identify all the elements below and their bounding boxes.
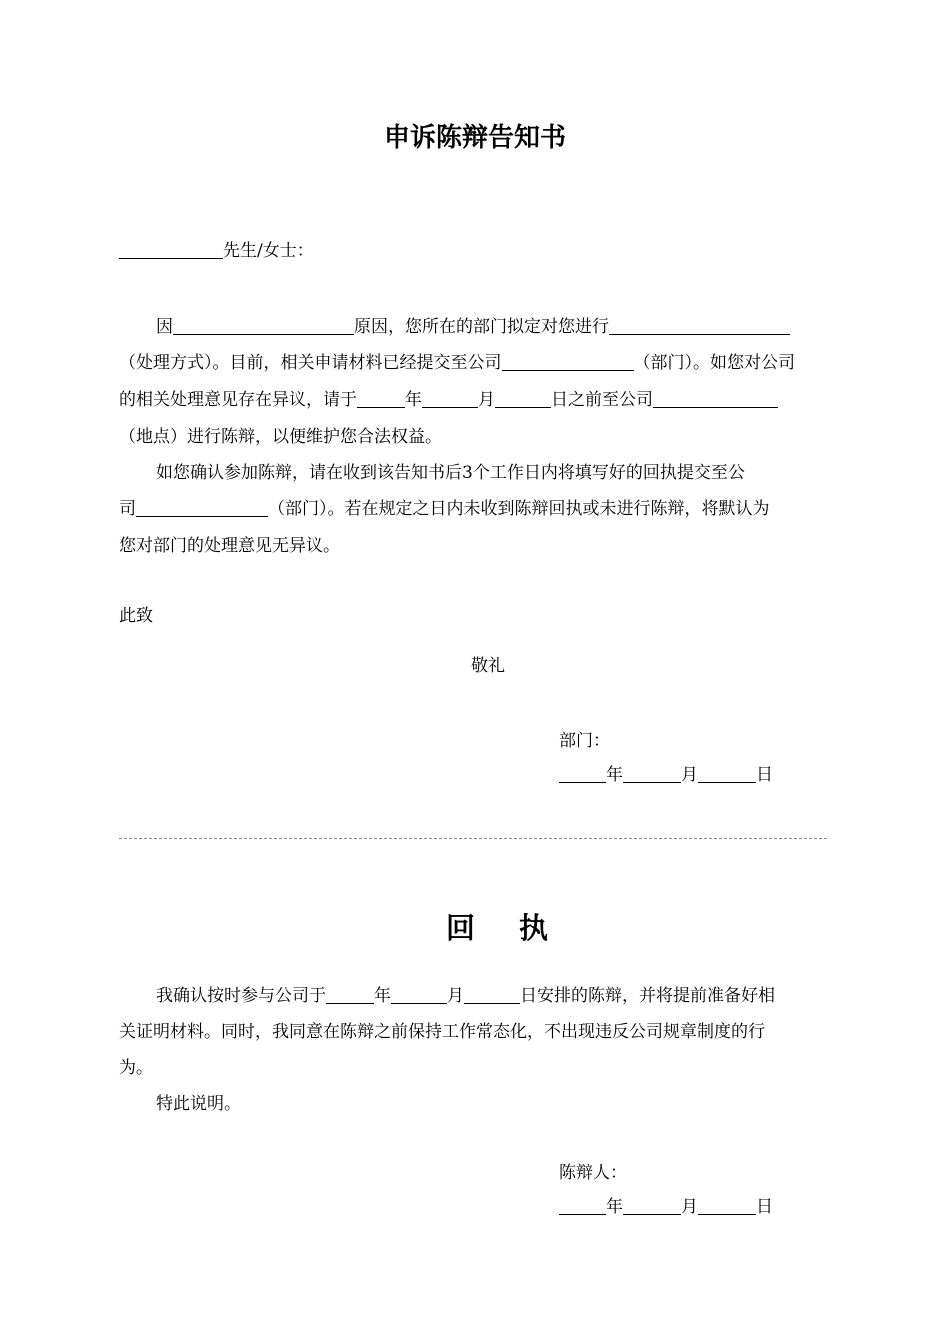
salutation-line bbox=[119, 238, 833, 264]
text-segment: 年 bbox=[405, 390, 422, 410]
day-blank bbox=[495, 388, 551, 408]
action-blank bbox=[609, 315, 790, 335]
notice-p1-line3 bbox=[119, 387, 833, 413]
text-segment: 月 bbox=[478, 390, 495, 410]
receipt-p1-line1 bbox=[119, 983, 870, 1009]
text-segment: 日 bbox=[756, 1197, 773, 1217]
name-blank bbox=[119, 239, 223, 259]
text-segment: 年 bbox=[606, 765, 623, 785]
text-segment: 司 bbox=[119, 499, 136, 519]
sign-year-blank bbox=[559, 763, 606, 783]
text-segment: 年 bbox=[374, 986, 391, 1006]
receipt-title: 回执 bbox=[445, 911, 592, 945]
year-blank bbox=[357, 388, 405, 408]
text-segment: 的相关处理意见存在异议，请于 bbox=[119, 390, 357, 410]
sign-month-blank bbox=[623, 763, 681, 783]
signer-day-blank bbox=[698, 1195, 756, 1215]
notice-p1-line1 bbox=[119, 314, 870, 340]
dept-label: 部门： bbox=[559, 731, 610, 751]
text-segment: 月 bbox=[681, 1197, 698, 1217]
submit-dept-blank bbox=[136, 497, 268, 517]
text-segment: 月 bbox=[681, 765, 698, 785]
text-segment: 因 bbox=[156, 317, 173, 337]
notice-p2-line2 bbox=[119, 496, 833, 522]
closing-cizhi: 此致 bbox=[119, 606, 153, 626]
closing-jingli: 敬礼 bbox=[471, 656, 505, 676]
text-segment: 日 bbox=[756, 765, 773, 785]
sign-day-blank bbox=[698, 763, 756, 783]
text-segment: 日安排的陈辩，并将提前准备好相 bbox=[520, 986, 775, 1006]
notice-p1-line4: （地点）进行陈辩，以便维护您合法权益。 bbox=[119, 427, 442, 447]
receipt-day-blank bbox=[464, 984, 520, 1004]
receipt-month-blank bbox=[391, 984, 447, 1004]
notice-p1-line2 bbox=[119, 350, 833, 376]
salutation-text: 先生/女士： bbox=[223, 241, 314, 261]
signer-label: 陈辩人： bbox=[559, 1163, 627, 1183]
text-segment: 年 bbox=[606, 1197, 623, 1217]
signer-year-blank bbox=[559, 1195, 606, 1215]
notice-date-line bbox=[559, 762, 819, 788]
receipt-p2: 特此说明。 bbox=[156, 1094, 241, 1114]
text-segment: （处理方式）。目前，相关申请材料已经提交至公司 bbox=[119, 353, 502, 373]
text-segment: 我确认按时参与公司于 bbox=[156, 986, 326, 1006]
month-blank bbox=[422, 388, 478, 408]
text-segment: （部门）。若在规定之日内未收到陈辩回执或未进行陈辩，将默认为 bbox=[268, 499, 770, 519]
receipt-date-line bbox=[559, 1194, 819, 1220]
location-blank bbox=[653, 388, 778, 408]
reason-blank bbox=[173, 315, 354, 335]
text-segment: 原因，您所在的部门拟定对您进行 bbox=[354, 317, 609, 337]
dept-blank bbox=[502, 351, 634, 371]
text-segment: 日之前至公司 bbox=[551, 390, 653, 410]
text-segment: （部门）。如您对公司 bbox=[633, 353, 795, 373]
signer-month-blank bbox=[623, 1195, 681, 1215]
notice-p2-line1: 如您确认参加陈辩，请在收到该告知书后3个工作日内将填写好的回执提交至公 bbox=[156, 463, 745, 483]
notice-title: 申诉陈辩告知书 bbox=[383, 123, 566, 153]
cut-line bbox=[119, 838, 827, 839]
receipt-p1-line3: 为。 bbox=[119, 1058, 153, 1078]
receipt-year-blank bbox=[326, 984, 374, 1004]
text-segment: 月 bbox=[447, 986, 464, 1006]
receipt-p1-line2: 关证明材料。同时，我同意在陈辩之前保持工作常态化，不出现违反公司规章制度的行 bbox=[119, 1022, 765, 1042]
notice-p2-line3: 您对部门的处理意见无异议。 bbox=[119, 536, 340, 556]
